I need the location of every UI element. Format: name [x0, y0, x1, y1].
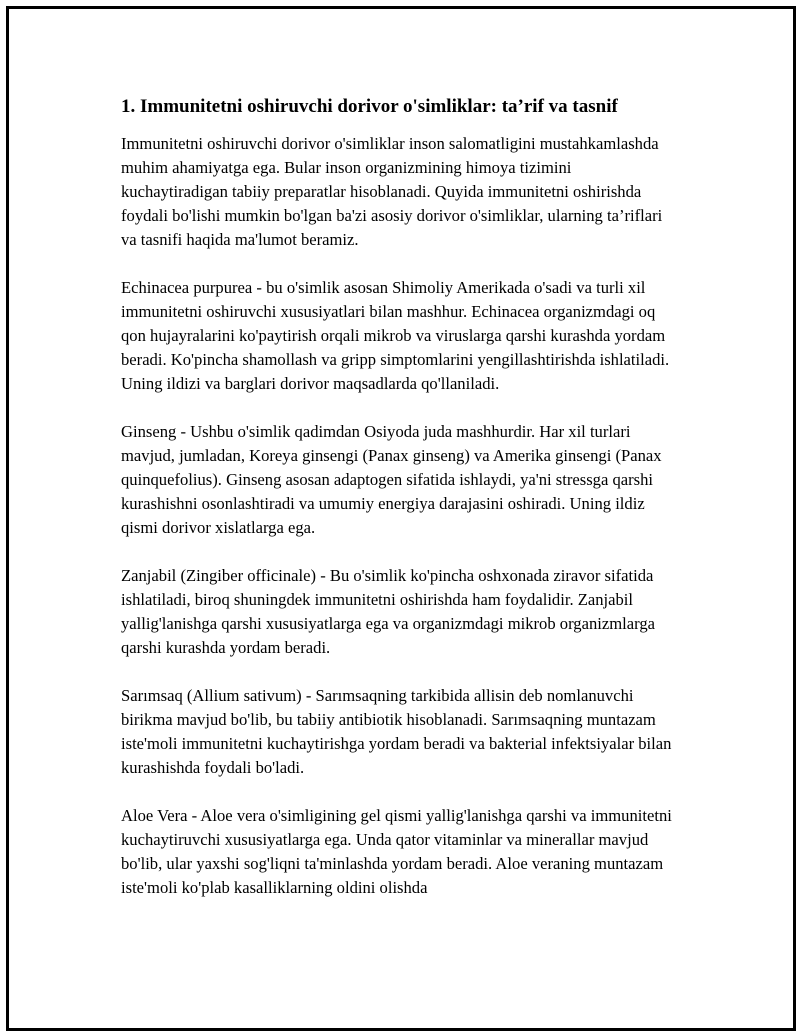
document-body: [121, 95, 681, 924]
paragraph-intro: Immunitetni oshiruvchi dorivor o'simliklar inson salomatligini mustahkamlashda muhim ahamiyatga ega. Bular inson organizmining himoya tizimini kuchaytiradigan tabiiy preparatlar hisoblanadi. Quyida immunitetni oshirishda foydali bo'lishi mumkin bo'lgan ba'zi asosiy dorivor o'simliklar, ularning ta’riflari va tasnifi haqida ma'lumot beramiz.: [121, 134, 663, 249]
paragraph-echinacea: Echinacea purpurea - bu o'simlik asosan Shimoliy Amerikada o'sadi va turli xil immunitetni oshiruvchi xususiyatlari bilan mashhur. Echinacea organizmdagi oq qon hujayralarini ko'paytirish orqali mikrob va viruslarga qarshi kurashda yordam beradi. Ko'pincha shamollash va gripp simptomlarini yengillashtirishda ishlatiladi. Uning ildizi va barglari dorivor maqsadlarda qo'llaniladi.: [121, 278, 670, 393]
page-title: 1. Immunitetni oshiruvchi dorivor o'simliklar: ta’rif va tasnif: [121, 96, 618, 117]
paragraph-sarimsaq: Sarımsaq (Allium sativum) - Sarımsaqning tarkibida allisin deb nomlanuvchi birikma mavjud bo'lib, bu tabiiy antibiotik hisoblanadi. Sarımsaqning muntazam iste'moli immunitetni kuchaytirishga yordam beradi va bakterial infektsiyalar bilan kurashishda foydali bo'ladi.: [121, 686, 672, 777]
paragraph-aloe-vera: Aloe Vera - Aloe vera o'simligining gel qismi yallig'lanishga qarshi va immunitetni kuchaytiruvchi xususiyatlarga ega. Unda qator vitaminlar va minerallar mavjud bo'lib, ular yaxshi sog'liqni ta'minlashda yordam beradi. Aloe veraning muntazam iste'moli ko'plab kasalliklarning oldini olishda: [121, 806, 672, 897]
paragraph-ginseng: Ginseng - Ushbu o'simlik qadimdan Osiyoda juda mashhurdir. Har xil turlari mavjud, jumladan, Koreya ginsengi (Panax ginseng) va Amerika ginsengi (Panax quinquefolius). Ginseng asosan adaptogen sifatida ishlaydi, ya'ni stressga qarshi kurashishni osonlashtiradi va umumiy energiya darajasini oshiradi. Uning ildiz qismi dorivor xislatlarga ega.: [121, 422, 662, 537]
page-frame: [6, 6, 796, 1031]
paragraph-zanjabil: Zanjabil (Zingiber officinale) - Bu o'simlik ko'pincha oshxonada ziravor sifatida ishlatiladi, biroq shuningdek immunitetni oshirishda ham foydalidir. Zanjabil yallig'lanishga qarshi xususiyatlarga ega va organizmdagi mikrob organizmlarga qarshi kurashda yordam beradi.: [121, 566, 656, 657]
